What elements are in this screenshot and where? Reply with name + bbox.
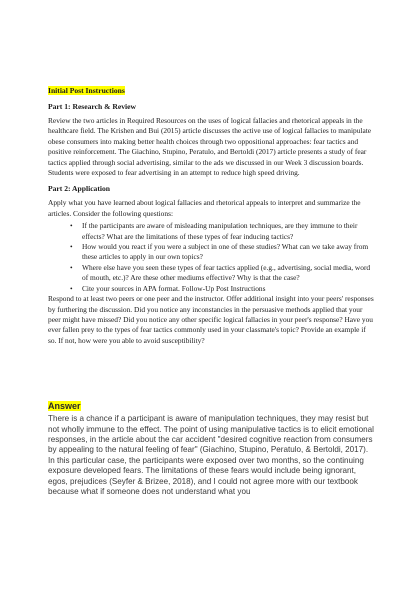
part2-title: Part 2: Application [48,184,111,194]
part2-intro: Apply what you have learned about logical fallacies and rhetorical appeals to interpret and summarize the articles. Consider the following questions: [48,198,361,218]
bullet-icon: • [70,283,73,293]
list-item [70,263,374,284]
initial-post-heading [48,86,374,96]
answer-heading [48,401,374,412]
initial-post-heading-text: Initial Post Instructions [48,86,125,95]
list-item [70,221,374,242]
list-item-text: How would you react if you were a subject in one of these studies? What can we take away from these articles to apply in our own topics? [82,242,369,262]
list-item-text: If the participants are aware of misleading manipulation techniques, are they immune to their effects? What are the limitations of these types of fear inducing tactics? [82,221,358,241]
answer-heading-text: Answer [48,401,81,412]
list-item [70,284,374,294]
followup-instructions: Respond to at least two peers or one peer and the instructor. Offer additional insight into your peers' responses by furthering the discussion. Did you notice any inconstancies in the persuasive methods applied that your peer might have missed? Did you notice any other specific logical fallacies in your peer's response? Have you ever fallen prey to the types of fear tactics commonly used in your classmate's topic? Provide an example if so. If not, how were you able to avoid susceptibility? [48,294,374,345]
bullet-icon: • [70,262,73,272]
document-page [48,86,374,497]
question-list [48,221,374,294]
list-item [70,242,374,263]
part1-title: Part 1: Research & Review [48,102,136,111]
list-item-text: Where else have you seen these types of fear tactics applied (e.g., advertising, social media, word of mouth, etc.)? Are these other mediums effective? Why is that the case? [82,262,371,283]
part1-body: Review the two articles in Required Resources on the uses of logical fallacies and rhetorical appeals in the healthcare field. The Krishen and Bui (2015) article discusses the active use of logical fallacies to manipulate obese consumers into making better health choices through two oppositional approaches: fear tactics and positive reinforcement. The Giachino, Stupino, Peratulo, and Bertoldi (2017) article presents a study of fear tactics applied through social advertising, similar to the ads we discussed in our Week 3 discussion boards. Students were exposed to fear advertising in an attempt to reduce high speed driving. [48,116,372,178]
answer-body: There is a chance if a participant is aware of manipulation techniques, they may resist but not wholly immune to the effect. The point of using manipulative tactics is to elicit emotional responses, in the article about the car accident "desired cognitive reaction from consumers by appealing to the natural feeling of fear" (Giachino, Stupino, Peratulo, & Bertoldi, 2017). In this particular case, the participants were exposed over two months, so the continuing exposure developed fears. The limitations of these fears would include being ignorant, egos, prejudices (Seyfer & Brizee, 2018), and I could not agree more with our textbook because what if someone does not understand what you [48,414,374,496]
list-item-text: Cite your sources in APA format. Follow-Up Post Instructions [82,283,266,293]
bullet-icon: • [70,221,73,231]
bullet-icon: • [70,242,73,252]
